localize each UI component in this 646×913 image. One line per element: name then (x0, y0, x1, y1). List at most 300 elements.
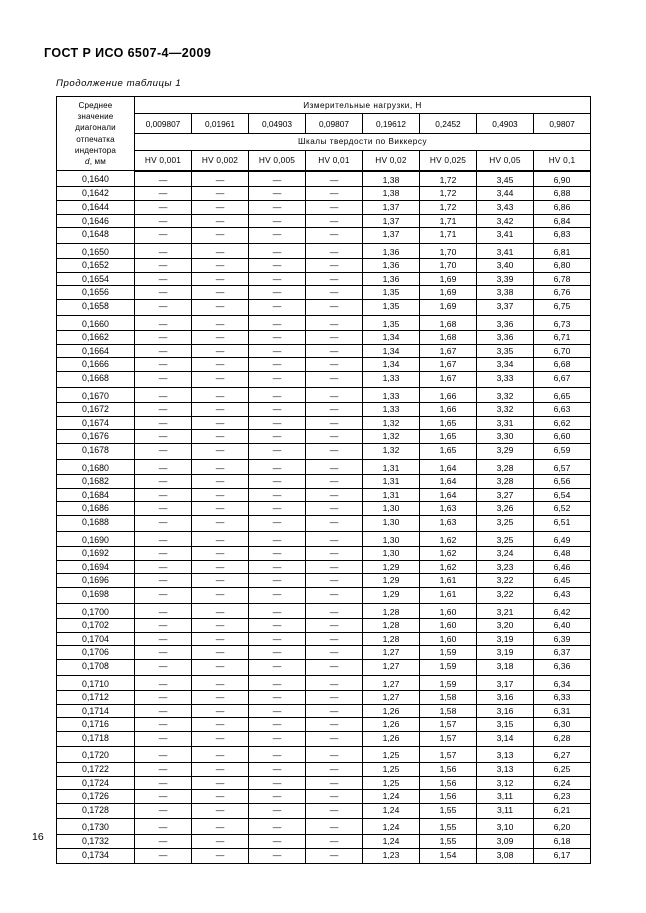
cell-hardness-value: — (306, 416, 363, 430)
table-row (57, 632, 591, 646)
cell-hardness-value: — (306, 731, 363, 747)
cell-hardness-value: 6,34 (534, 675, 591, 691)
cell-hardness-value: 6,65 (534, 387, 591, 403)
header-row-scale-values (57, 151, 591, 171)
cell-hardness-value: — (306, 835, 363, 849)
cell-hardness-value: — (306, 214, 363, 228)
stub-line-2: значение (77, 112, 114, 122)
cell-hardness-value: 6,39 (534, 632, 591, 646)
cell-hardness-value: 1,67 (420, 344, 477, 358)
cell-hardness-value: — (306, 243, 363, 259)
cell-hardness-value: 1,31 (363, 488, 420, 502)
cell-hardness-value: 3,34 (477, 358, 534, 372)
header-scale-0: HV 0,001 (135, 151, 192, 171)
header-load-3: 0,09807 (306, 114, 363, 134)
table-row (57, 475, 591, 489)
cell-hardness-value: — (306, 300, 363, 316)
cell-hardness-value: — (135, 228, 192, 244)
cell-diagonal-value: 0,1692 (57, 547, 135, 561)
cell-hardness-value: — (249, 531, 306, 547)
cell-hardness-value: — (192, 603, 249, 619)
cell-hardness-value: — (135, 560, 192, 574)
table-row (57, 574, 591, 588)
cell-hardness-value: — (192, 286, 249, 300)
stub-line-5: индентора (74, 145, 117, 155)
cell-hardness-value: 1,30 (363, 502, 420, 516)
cell-hardness-value: — (135, 835, 192, 849)
cell-hardness-value: — (306, 675, 363, 691)
header-load-6: 0,4903 (477, 114, 534, 134)
cell-hardness-value: — (192, 444, 249, 460)
cell-hardness-value: 1,62 (420, 531, 477, 547)
table-row (57, 444, 591, 460)
cell-hardness-value: 1,24 (363, 790, 420, 804)
cell-hardness-value: 1,28 (363, 632, 420, 646)
cell-hardness-value: — (192, 502, 249, 516)
cell-hardness-value: — (192, 475, 249, 489)
cell-hardness-value: 1,38 (363, 187, 420, 201)
cell-hardness-value: — (306, 718, 363, 732)
cell-hardness-value: — (249, 603, 306, 619)
cell-diagonal-value: 0,1716 (57, 718, 135, 732)
cell-hardness-value: 6,63 (534, 403, 591, 417)
cell-hardness-value: 1,33 (363, 372, 420, 388)
cell-hardness-value: — (135, 587, 192, 603)
table-row (57, 790, 591, 804)
cell-hardness-value: — (306, 646, 363, 660)
cell-hardness-value: — (135, 531, 192, 547)
cell-hardness-value: 1,32 (363, 430, 420, 444)
stub-line-3: диагонали (75, 123, 116, 133)
cell-hardness-value: — (135, 403, 192, 417)
cell-diagonal-value: 0,1690 (57, 531, 135, 547)
cell-hardness-value: — (192, 315, 249, 331)
cell-hardness-value: 1,65 (420, 416, 477, 430)
cell-hardness-value: — (249, 344, 306, 358)
cell-hardness-value: — (192, 200, 249, 214)
cell-hardness-value: 1,70 (420, 243, 477, 259)
cell-hardness-value: — (192, 300, 249, 316)
table-row (57, 430, 591, 444)
table-row (57, 776, 591, 790)
cell-hardness-value: 3,29 (477, 444, 534, 460)
header-scale-6: HV 0,05 (477, 151, 534, 171)
cell-hardness-value: 6,42 (534, 603, 591, 619)
cell-hardness-value: 3,21 (477, 603, 534, 619)
cell-hardness-value: 1,24 (363, 835, 420, 849)
cell-hardness-value: 1,30 (363, 531, 420, 547)
table-row (57, 358, 591, 372)
cell-hardness-value: 1,59 (420, 675, 477, 691)
cell-hardness-value: 1,71 (420, 214, 477, 228)
cell-hardness-value: — (135, 646, 192, 660)
header-scale-2: HV 0,005 (249, 151, 306, 171)
cell-hardness-value: — (306, 747, 363, 763)
cell-hardness-value: — (249, 619, 306, 633)
cell-hardness-value: — (135, 200, 192, 214)
cell-hardness-value: 3,43 (477, 200, 534, 214)
cell-diagonal-value: 0,1672 (57, 403, 135, 417)
cell-hardness-value: 1,67 (420, 358, 477, 372)
cell-hardness-value: 3,25 (477, 515, 534, 531)
cell-hardness-value: — (192, 646, 249, 660)
cell-hardness-value: — (249, 776, 306, 790)
cell-hardness-value: 6,54 (534, 488, 591, 502)
cell-hardness-value: — (306, 603, 363, 619)
table-row (57, 531, 591, 547)
table-row (57, 171, 591, 187)
cell-hardness-value: — (135, 259, 192, 273)
cell-hardness-value: — (306, 560, 363, 574)
cell-hardness-value: 3,38 (477, 286, 534, 300)
table-row (57, 315, 591, 331)
cell-hardness-value: — (135, 731, 192, 747)
cell-hardness-value: 6,71 (534, 331, 591, 345)
cell-hardness-value: — (192, 731, 249, 747)
cell-hardness-value: — (306, 691, 363, 705)
cell-hardness-value: 6,75 (534, 300, 591, 316)
cell-hardness-value: 1,31 (363, 475, 420, 489)
cell-hardness-value: 1,28 (363, 603, 420, 619)
cell-hardness-value: 6,49 (534, 531, 591, 547)
cell-hardness-value: 3,13 (477, 747, 534, 763)
cell-hardness-value: — (306, 187, 363, 201)
cell-hardness-value: — (135, 272, 192, 286)
cell-hardness-value: 6,78 (534, 272, 591, 286)
table-row (57, 331, 591, 345)
cell-hardness-value: 1,36 (363, 243, 420, 259)
cell-hardness-value: — (249, 560, 306, 574)
cell-hardness-value: — (306, 286, 363, 300)
cell-hardness-value: 3,36 (477, 331, 534, 345)
cell-hardness-value: 3,37 (477, 300, 534, 316)
cell-hardness-value: — (306, 502, 363, 516)
cell-hardness-value: — (192, 430, 249, 444)
cell-hardness-value: — (306, 632, 363, 646)
cell-hardness-value: 1,28 (363, 619, 420, 633)
cell-hardness-value: — (306, 315, 363, 331)
cell-hardness-value: — (249, 488, 306, 502)
cell-hardness-value: — (249, 835, 306, 849)
stub-symbol-d: d (85, 157, 90, 167)
table-row (57, 704, 591, 718)
cell-hardness-value: — (306, 488, 363, 502)
cell-hardness-value: 1,37 (363, 228, 420, 244)
cell-hardness-value: — (306, 790, 363, 804)
cell-hardness-value: 3,36 (477, 315, 534, 331)
cell-hardness-value: — (306, 619, 363, 633)
cell-hardness-value: — (192, 488, 249, 502)
cell-hardness-value: — (192, 790, 249, 804)
cell-hardness-value: 6,56 (534, 475, 591, 489)
cell-hardness-value: — (192, 747, 249, 763)
header-scale-1: HV 0,002 (192, 151, 249, 171)
cell-hardness-value: — (306, 475, 363, 489)
table-row (57, 603, 591, 619)
cell-hardness-value: — (192, 763, 249, 777)
cell-hardness-value: — (135, 372, 192, 388)
cell-hardness-value: 1,54 (420, 848, 477, 864)
cell-hardness-value: 6,21 (534, 803, 591, 819)
cell-hardness-value: — (192, 272, 249, 286)
cell-diagonal-value: 0,1640 (57, 171, 135, 187)
cell-hardness-value: 1,36 (363, 259, 420, 273)
cell-hardness-value: — (135, 776, 192, 790)
table-row (57, 187, 591, 201)
cell-hardness-value: — (135, 171, 192, 187)
cell-hardness-value: — (249, 187, 306, 201)
table-row (57, 387, 591, 403)
cell-hardness-value: 3,32 (477, 387, 534, 403)
cell-hardness-value: — (135, 344, 192, 358)
stub-line-1: Среднее (78, 101, 113, 110)
header-scale-5: HV 0,025 (420, 151, 477, 171)
cell-hardness-value: — (135, 819, 192, 835)
cell-hardness-value: 6,81 (534, 243, 591, 259)
cell-hardness-value: 6,36 (534, 659, 591, 675)
header-scale-7: HV 0,1 (534, 151, 591, 171)
cell-hardness-value: 1,61 (420, 587, 477, 603)
cell-hardness-value: 1,55 (420, 803, 477, 819)
cell-hardness-value: 6,31 (534, 704, 591, 718)
cell-hardness-value: 6,68 (534, 358, 591, 372)
cell-hardness-value: 1,67 (420, 372, 477, 388)
cell-hardness-value: 3,28 (477, 459, 534, 475)
table-row (57, 300, 591, 316)
table-row (57, 416, 591, 430)
cell-hardness-value: 3,45 (477, 171, 534, 187)
cell-hardness-value: — (306, 763, 363, 777)
cell-hardness-value: 3,11 (477, 803, 534, 819)
cell-diagonal-value: 0,1704 (57, 632, 135, 646)
cell-hardness-value: — (306, 259, 363, 273)
cell-hardness-value: — (135, 243, 192, 259)
cell-diagonal-value: 0,1650 (57, 243, 135, 259)
cell-hardness-value: 1,57 (420, 747, 477, 763)
cell-hardness-value: — (192, 776, 249, 790)
table-body (57, 171, 591, 864)
cell-diagonal-value: 0,1686 (57, 502, 135, 516)
cell-hardness-value: — (135, 659, 192, 675)
cell-hardness-value: — (306, 531, 363, 547)
table-row (57, 272, 591, 286)
cell-diagonal-value: 0,1688 (57, 515, 135, 531)
cell-hardness-value: 3,28 (477, 475, 534, 489)
cell-hardness-value: 1,38 (363, 171, 420, 187)
cell-hardness-value: 1,24 (363, 803, 420, 819)
cell-diagonal-value: 0,1724 (57, 776, 135, 790)
cell-hardness-value: 3,33 (477, 372, 534, 388)
cell-hardness-value: 6,80 (534, 259, 591, 273)
cell-diagonal-value: 0,1694 (57, 560, 135, 574)
table-row (57, 691, 591, 705)
cell-hardness-value: — (249, 848, 306, 864)
cell-hardness-value: — (135, 691, 192, 705)
cell-hardness-value: — (192, 372, 249, 388)
cell-hardness-value: — (192, 171, 249, 187)
cell-hardness-value: — (306, 228, 363, 244)
cell-hardness-value: — (249, 632, 306, 646)
stub-header-cell (57, 97, 135, 171)
cell-hardness-value: — (135, 459, 192, 475)
cell-diagonal-value: 0,1718 (57, 731, 135, 747)
cell-hardness-value: — (306, 171, 363, 187)
cell-hardness-value: — (135, 300, 192, 316)
cell-hardness-value: — (249, 214, 306, 228)
cell-diagonal-value: 0,1732 (57, 835, 135, 849)
header-load-2: 0,04903 (249, 114, 306, 134)
cell-hardness-value: — (249, 272, 306, 286)
cell-hardness-value: 1,59 (420, 659, 477, 675)
cell-hardness-value: 3,14 (477, 731, 534, 747)
cell-hardness-value: 3,31 (477, 416, 534, 430)
table-row (57, 372, 591, 388)
cell-hardness-value: — (249, 228, 306, 244)
table-header (57, 97, 591, 171)
cell-hardness-value: — (192, 531, 249, 547)
cell-diagonal-value: 0,1654 (57, 272, 135, 286)
cell-hardness-value: — (192, 243, 249, 259)
table-row (57, 731, 591, 747)
cell-hardness-value: — (306, 704, 363, 718)
cell-hardness-value: 6,67 (534, 372, 591, 388)
cell-hardness-value: 1,32 (363, 444, 420, 460)
cell-hardness-value: 6,83 (534, 228, 591, 244)
cell-hardness-value: — (306, 444, 363, 460)
cell-hardness-value: — (249, 502, 306, 516)
cell-hardness-value: — (249, 416, 306, 430)
cell-hardness-value: 1,25 (363, 776, 420, 790)
cell-hardness-value: — (306, 272, 363, 286)
cell-hardness-value: — (306, 358, 363, 372)
cell-hardness-value: 1,34 (363, 331, 420, 345)
table-row (57, 659, 591, 675)
cell-hardness-value: — (249, 675, 306, 691)
cell-hardness-value: 1,72 (420, 171, 477, 187)
cell-hardness-value: — (306, 515, 363, 531)
cell-hardness-value: — (306, 200, 363, 214)
table-row (57, 619, 591, 633)
cell-diagonal-value: 0,1642 (57, 187, 135, 201)
header-row-scales-span (57, 133, 591, 150)
cell-hardness-value: 6,18 (534, 835, 591, 849)
table-row (57, 228, 591, 244)
cell-hardness-value: 6,17 (534, 848, 591, 864)
cell-diagonal-value: 0,1714 (57, 704, 135, 718)
cell-diagonal-value: 0,1708 (57, 659, 135, 675)
cell-hardness-value: 1,37 (363, 214, 420, 228)
cell-hardness-value: — (249, 372, 306, 388)
cell-hardness-value: — (306, 587, 363, 603)
cell-hardness-value: — (192, 848, 249, 864)
cell-hardness-value: 1,60 (420, 619, 477, 633)
cell-hardness-value: 1,68 (420, 331, 477, 345)
cell-hardness-value: — (192, 214, 249, 228)
cell-diagonal-value: 0,1696 (57, 574, 135, 588)
cell-hardness-value: 1,56 (420, 763, 477, 777)
cell-hardness-value: — (135, 286, 192, 300)
table-row (57, 488, 591, 502)
cell-hardness-value: — (135, 444, 192, 460)
cell-hardness-value: 1,25 (363, 747, 420, 763)
cell-hardness-value: 1,65 (420, 430, 477, 444)
cell-hardness-value: 1,55 (420, 835, 477, 849)
cell-diagonal-value: 0,1648 (57, 228, 135, 244)
header-row-load-values (57, 114, 591, 134)
hardness-conversion-table (56, 96, 591, 864)
cell-diagonal-value: 0,1728 (57, 803, 135, 819)
cell-hardness-value: 6,28 (534, 731, 591, 747)
header-row-loads-span (57, 97, 591, 114)
cell-hardness-value: 3,42 (477, 214, 534, 228)
cell-hardness-value: 1,64 (420, 459, 477, 475)
table-row (57, 214, 591, 228)
cell-hardness-value: — (135, 603, 192, 619)
cell-hardness-value: — (249, 475, 306, 489)
cell-hardness-value: — (192, 819, 249, 835)
cell-hardness-value: — (135, 704, 192, 718)
cell-hardness-value: 6,48 (534, 547, 591, 561)
cell-hardness-value: 1,68 (420, 315, 477, 331)
table-row (57, 718, 591, 732)
cell-hardness-value: — (135, 718, 192, 732)
cell-hardness-value: 3,22 (477, 574, 534, 588)
cell-hardness-value: — (192, 574, 249, 588)
cell-diagonal-value: 0,1676 (57, 430, 135, 444)
cell-hardness-value: 3,40 (477, 259, 534, 273)
cell-hardness-value: 1,34 (363, 344, 420, 358)
cell-hardness-value: 1,29 (363, 560, 420, 574)
cell-diagonal-value: 0,1646 (57, 214, 135, 228)
cell-hardness-value: 1,57 (420, 731, 477, 747)
cell-hardness-value: 1,71 (420, 228, 477, 244)
cell-hardness-value: 3,44 (477, 187, 534, 201)
cell-hardness-value: — (249, 819, 306, 835)
cell-hardness-value: 6,25 (534, 763, 591, 777)
cell-hardness-value: — (306, 848, 363, 864)
cell-hardness-value: 1,60 (420, 603, 477, 619)
cell-hardness-value: — (135, 619, 192, 633)
header-scale-4: HV 0,02 (363, 151, 420, 171)
cell-hardness-value: 6,20 (534, 819, 591, 835)
cell-hardness-value: — (249, 515, 306, 531)
cell-hardness-value: 1,26 (363, 718, 420, 732)
table-row (57, 459, 591, 475)
cell-hardness-value: — (249, 790, 306, 804)
cell-hardness-value: 1,65 (420, 444, 477, 460)
cell-hardness-value: — (135, 632, 192, 646)
cell-diagonal-value: 0,1698 (57, 587, 135, 603)
cell-hardness-value: — (135, 763, 192, 777)
cell-hardness-value: 6,30 (534, 718, 591, 732)
cell-hardness-value: 3,08 (477, 848, 534, 864)
cell-hardness-value: 6,73 (534, 315, 591, 331)
cell-hardness-value: 1,64 (420, 475, 477, 489)
cell-hardness-value: 6,90 (534, 171, 591, 187)
cell-hardness-value: — (306, 430, 363, 444)
cell-diagonal-value: 0,1666 (57, 358, 135, 372)
cell-hardness-value: 3,27 (477, 488, 534, 502)
cell-hardness-value: 3,25 (477, 531, 534, 547)
cell-hardness-value: — (135, 387, 192, 403)
cell-hardness-value: 1,72 (420, 187, 477, 201)
cell-hardness-value: — (135, 430, 192, 444)
cell-hardness-value: 1,60 (420, 632, 477, 646)
cell-hardness-value: — (249, 259, 306, 273)
cell-hardness-value: — (249, 574, 306, 588)
cell-hardness-value: 6,57 (534, 459, 591, 475)
cell-hardness-value: 3,20 (477, 619, 534, 633)
